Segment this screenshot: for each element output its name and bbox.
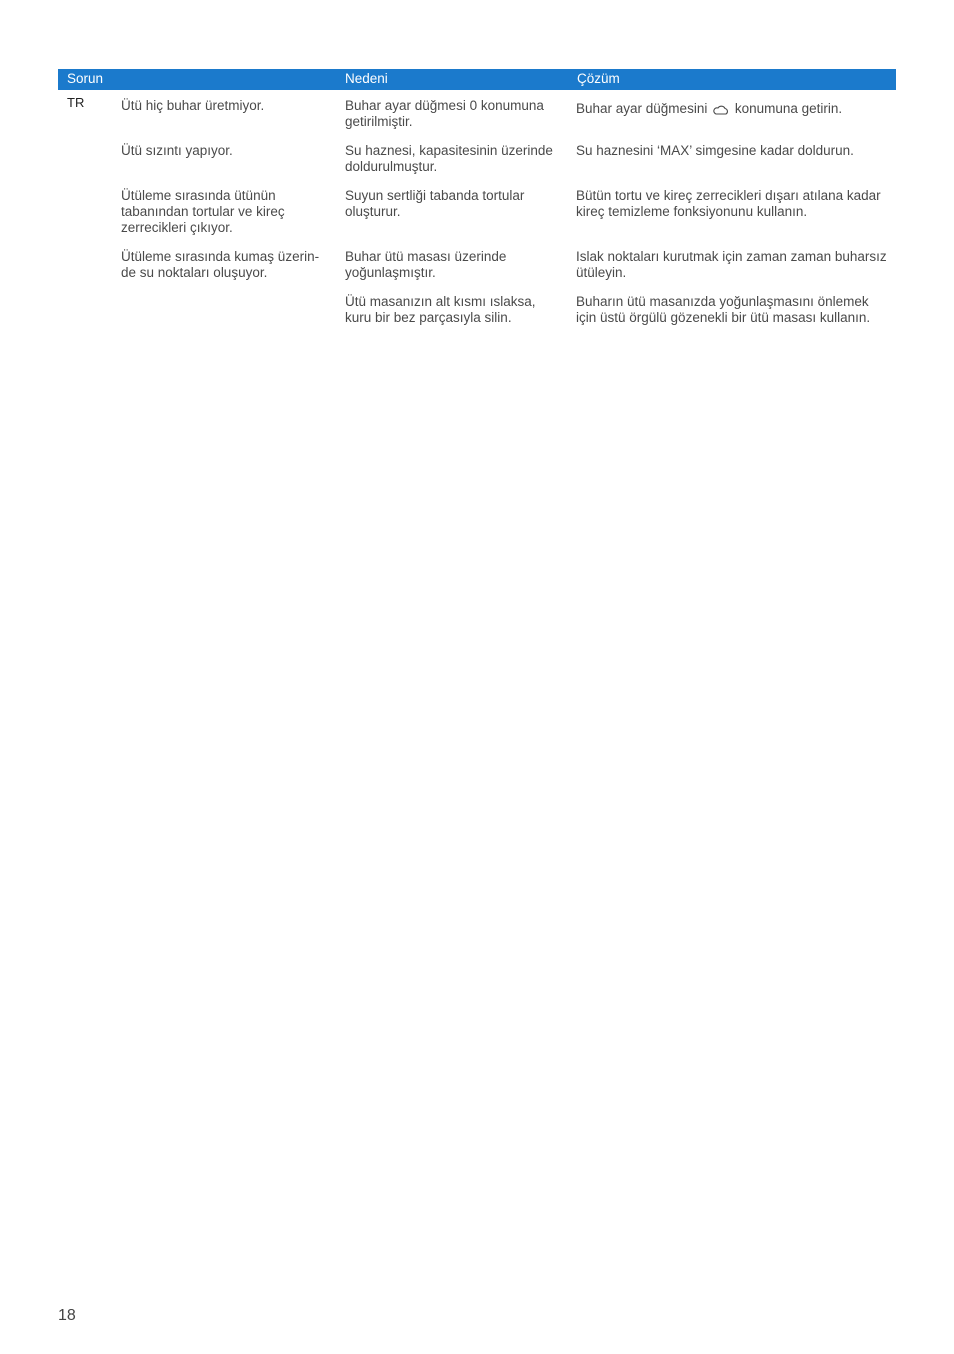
page-number: 18 bbox=[58, 1307, 76, 1324]
solution-cell: Islak noktaları kurutmak için zaman zaman buharsız ütüleyin. bbox=[576, 249, 887, 280]
table-header bbox=[58, 69, 896, 90]
problem-cell: Ütü hiç buhar üretmiyor. bbox=[121, 98, 265, 113]
header-nedeni: Nedeni bbox=[345, 71, 388, 86]
solution-cell bbox=[576, 101, 888, 119]
header-sorun: Sorun bbox=[67, 71, 104, 86]
cause-cell: Buhar ayar düğmesi 0 konumuna getirilmiştir. bbox=[345, 98, 544, 129]
solution-text-before: Buhar ayar düğmesini bbox=[576, 101, 708, 116]
cause-cell: Su haznesi, kapasitesinin üzerinde doldurulmuştur. bbox=[345, 143, 553, 174]
problem-cell: Ütü sızıntı yapıyor. bbox=[121, 143, 233, 158]
solution-cell: Buharın ütü masanızda yoğunlaşmasını önlemek için üstü örgülü gözenekli bir ütü masası kullanın. bbox=[576, 294, 871, 325]
solution-cell: Su haznesini ‘MAX’ simgesine kadar doldurun. bbox=[576, 143, 854, 158]
language-tab: TR bbox=[67, 95, 85, 110]
cause-cell: Ütü masanızın alt kısmı ıslaksa, kuru bir bez parçasıyla silin. bbox=[345, 294, 536, 325]
problem-cell: Ütüleme sırasında ütünün tabanından tortular ve kireç zerrecikleri çıkıyor. bbox=[121, 188, 285, 235]
cause-cell: Suyun sertliği tabanda tortular oluşturur. bbox=[345, 188, 525, 219]
header-cozum: Çözüm bbox=[577, 71, 620, 86]
problem-cell: Ütüleme sırasında kumaş üzerin-de su noktaları oluşuyor. bbox=[121, 249, 320, 280]
steam-icon bbox=[713, 103, 729, 119]
cause-cell: Buhar ütü masası üzerinde yoğunlaşmıştır. bbox=[345, 249, 507, 280]
solution-text-after: konumuna getirin. bbox=[734, 101, 843, 116]
solution-cell: Bütün tortu ve kireç zerrecikleri dışarı atılana kadar kireç temizleme fonksiyonunu kullanın. bbox=[576, 188, 881, 219]
